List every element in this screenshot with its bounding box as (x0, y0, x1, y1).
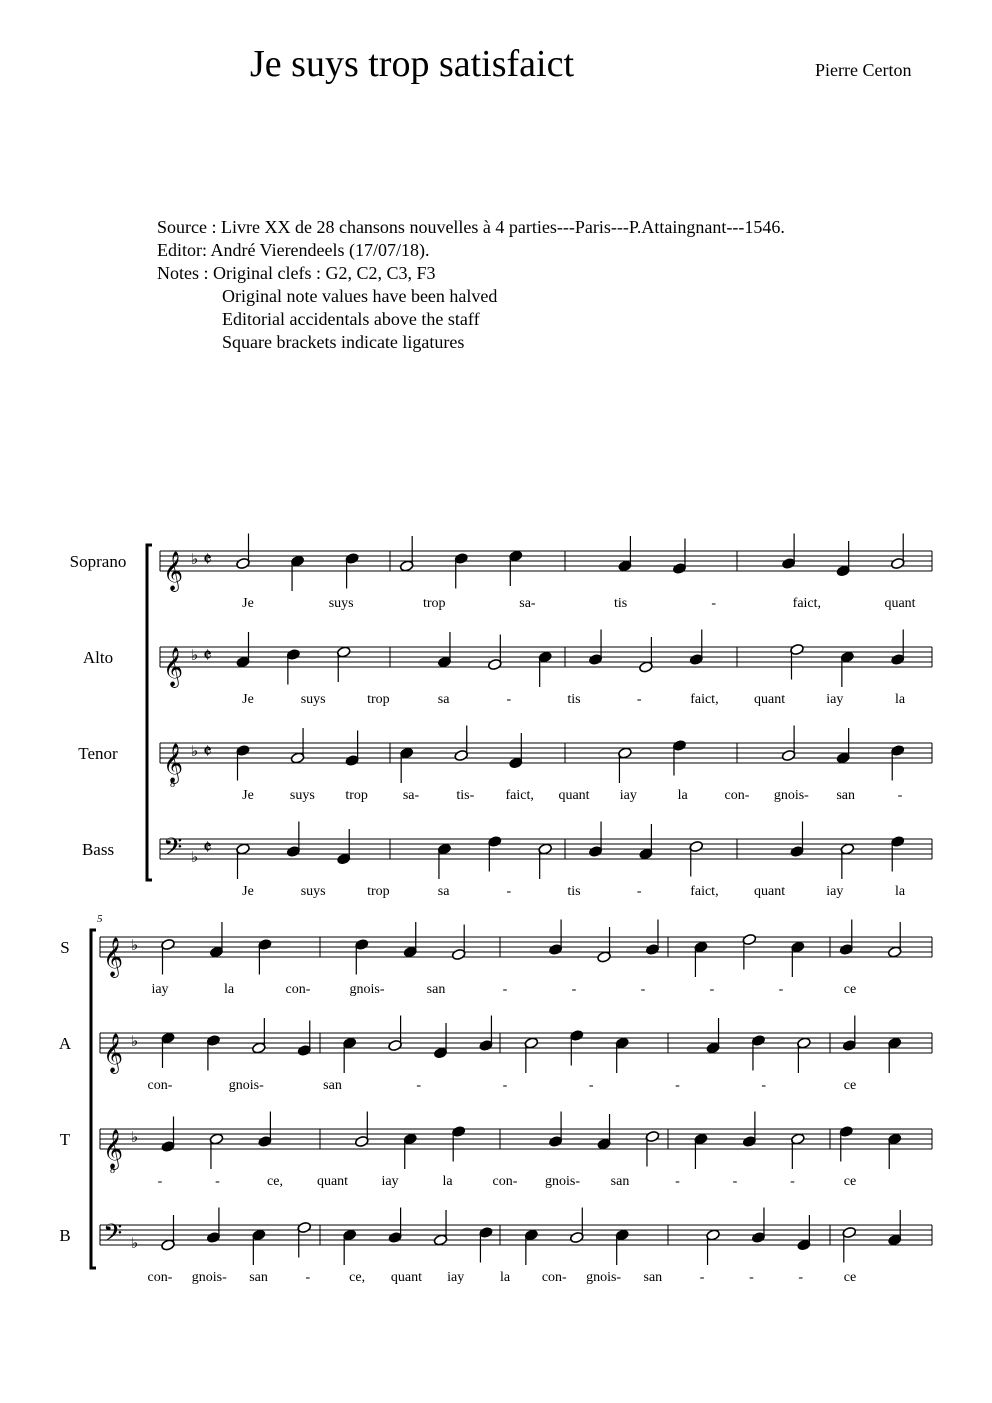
notes-line: Square brackets indicate ligatures (222, 332, 465, 352)
lyric-syllable: con- (147, 1270, 173, 1285)
lyric-syllable: gnois- (228, 1078, 264, 1093)
lyric-syllable: faict, (690, 692, 719, 707)
lyric-syllable: Je (242, 692, 254, 707)
lyric-syllable: ce, (267, 1174, 283, 1189)
lyric-syllable: - (711, 596, 717, 611)
lyric-syllable: - (502, 982, 508, 997)
lyric-syllable: san (249, 1270, 268, 1285)
lyric-syllable: sa- (402, 788, 420, 803)
octave-eight-mark: 8 (170, 779, 175, 790)
flat-icon: ♭ (131, 1034, 139, 1050)
lyric-syllable: suys (300, 884, 326, 899)
bass-clef-icon: 𝄢 (163, 834, 183, 867)
lyric-syllable: con- (724, 788, 750, 803)
lyric-syllable: - (897, 788, 903, 803)
voice-label: Bass (81, 840, 115, 859)
lyric-syllable: - (778, 982, 784, 997)
lyric-syllable: tis (567, 692, 581, 707)
voice-label: Tenor (78, 744, 118, 763)
lyric-syllable: iay (151, 982, 169, 997)
score-system-2 (59, 913, 932, 1285)
lyric-syllable: san (836, 788, 856, 803)
lyric-syllable: iay (826, 692, 844, 707)
lyric-syllable: Je (242, 884, 254, 899)
lyric-syllable: tis- (456, 788, 475, 803)
voice-label: A (58, 1034, 72, 1053)
notes-line: Notes : Original clefs : G2, C2, C3, F3 (157, 263, 436, 283)
lyric-syllable: con- (541, 1270, 567, 1285)
staff-t (60, 1112, 932, 1190)
composer-name: Pierre Certon (815, 60, 912, 80)
lyric-syllable: iay (826, 884, 844, 899)
lyric-syllable: trop (367, 884, 390, 899)
lyric-syllable: con- (492, 1174, 518, 1189)
staff-a (59, 1016, 932, 1094)
lyric-syllable: iay (447, 1270, 465, 1285)
lyric-syllable: - (215, 1174, 220, 1189)
flat-icon: ♭ (131, 1130, 139, 1146)
voice-label: B (59, 1226, 71, 1245)
treble-clef-icon: 𝄞 (163, 553, 184, 590)
piece-title: Je suys trop satisfaict (250, 43, 575, 85)
lyric-syllable: gnois- (773, 788, 809, 803)
lyric-syllable: - (749, 1270, 754, 1285)
lyric-syllable: gnois- (349, 982, 385, 997)
octave-eight-mark: 8 (110, 1165, 115, 1176)
lyric-syllable: - (675, 1174, 680, 1189)
lyric-syllable: - (571, 982, 577, 997)
lyric-syllable: iay (381, 1174, 399, 1189)
lyric-syllable: - (699, 1270, 705, 1285)
lyric-syllable: gnois- (545, 1174, 580, 1189)
treble-clef-icon: 𝄞 (103, 939, 124, 976)
lyric-syllable: con- (285, 982, 311, 997)
lyric-syllable: trop (367, 692, 390, 707)
lyric-syllable: san (426, 982, 446, 997)
cut-time-icon: 𝄵 (203, 549, 212, 571)
lyric-syllable: la (894, 884, 906, 899)
cut-time-icon: 𝄵 (203, 741, 212, 763)
staff-alto (83, 630, 932, 708)
lyric-syllable: sa (437, 692, 450, 707)
lyric-syllable: quant (884, 596, 916, 611)
lyric-syllable: trop (345, 788, 368, 803)
lyric-syllable: - (506, 884, 512, 899)
lyric-syllable: ce (843, 982, 857, 997)
score-system-1 (70, 534, 932, 900)
voice-label: Soprano (69, 552, 127, 571)
lyric-syllable: - (305, 1270, 311, 1285)
lyric-syllable: - (640, 982, 646, 997)
flat-icon: ♭ (131, 1236, 139, 1252)
lyric-syllable: - (636, 692, 642, 707)
system-bracket (91, 930, 96, 1268)
treble-clef-icon: 𝄞 (163, 649, 184, 686)
staff-tenor (78, 726, 932, 804)
bass-clef-icon: 𝄢 (103, 1220, 123, 1253)
staff-soprano (70, 534, 932, 612)
flat-icon: ♭ (191, 552, 199, 568)
voice-label: S (60, 938, 70, 957)
lyric-syllable: quant (754, 884, 786, 899)
lyric-syllable: la (442, 1174, 453, 1189)
lyric-syllable: ce (843, 1270, 857, 1285)
lyric-syllable: iay (619, 788, 637, 803)
lyric-syllable: suys (289, 788, 315, 803)
flat-icon: ♭ (191, 850, 199, 866)
notes-line: Editorial accidentals above the staff (222, 309, 480, 329)
lyric-syllable: - (732, 1174, 738, 1189)
cut-time-icon: 𝄵 (203, 645, 212, 667)
lyric-syllable: san (323, 1078, 342, 1093)
lyric-syllable: - (761, 1078, 767, 1093)
lyric-syllable: - (636, 884, 642, 899)
lyric-syllable: gnois- (191, 1270, 227, 1285)
staff-bass (82, 822, 932, 900)
treble-clef-icon: 𝄞 (103, 1035, 124, 1072)
lyric-syllable: trop (423, 596, 446, 611)
lyric-syllable: suys (300, 692, 326, 707)
editor-line: Editor: André Vierendeels (17/07/18). (157, 240, 430, 260)
flat-icon: ♭ (131, 938, 139, 954)
lyric-syllable: - (416, 1078, 422, 1093)
treble-clef-icon: 𝄞 (103, 1131, 124, 1168)
lyric-syllable: - (502, 1078, 508, 1093)
lyric-syllable: Je (242, 596, 254, 611)
lyric-syllable: - (506, 692, 512, 707)
lyric-syllable: la (223, 982, 235, 997)
lyric-syllable: Je (242, 788, 254, 803)
staff-s (60, 920, 932, 998)
lyric-syllable: quant (316, 1174, 349, 1189)
lyric-syllable: - (709, 982, 715, 997)
lyric-syllable: - (790, 1174, 795, 1189)
lyric-syllable: tis (613, 596, 628, 611)
lyric-syllable: sa- (519, 596, 536, 611)
lyric-syllable: - (675, 1078, 680, 1093)
lyric-syllable: ce (843, 1078, 857, 1093)
lyric-syllable: ce, (349, 1270, 366, 1285)
lyric-syllable: faict, (505, 788, 534, 803)
lyric-syllable: quant (754, 692, 786, 707)
voice-label: Alto (82, 648, 114, 667)
lyric-syllable: ce (843, 1174, 857, 1189)
lyric-syllable: la (677, 788, 688, 803)
lyric-syllable: gnois- (586, 1270, 622, 1285)
lyric-syllable: con- (147, 1078, 173, 1093)
lyric-syllable: - (588, 1078, 594, 1093)
lyric-syllable: quant (390, 1270, 422, 1285)
lyric-syllable: san (643, 1270, 663, 1285)
lyric-syllable: suys (328, 596, 354, 611)
lyric-syllable: san (610, 1174, 630, 1189)
flat-icon: ♭ (191, 744, 199, 760)
voice-label: T (59, 1130, 71, 1149)
lyric-syllable: tis (567, 884, 581, 899)
lyric-syllable: sa (437, 884, 450, 899)
lyric-syllable: la (894, 692, 906, 707)
lyric-syllable: faict, (690, 884, 719, 899)
notes-line: Original note values have been halved (222, 286, 498, 306)
source-line: Source : Livre XX de 28 chansons nouvelles à 4 parties---Paris---P.Attaingnant---1546. (157, 217, 785, 237)
lyric-syllable: faict, (792, 596, 822, 611)
cut-time-icon: 𝄵 (203, 837, 212, 859)
measure-number: 5 (97, 913, 103, 925)
treble-clef-icon: 𝄞 (163, 745, 184, 782)
lyric-syllable: - (798, 1270, 804, 1285)
lyric-syllable: quant (558, 788, 590, 803)
lyric-syllable: la (499, 1270, 511, 1285)
system-bracket (147, 545, 152, 880)
flat-icon: ♭ (191, 648, 199, 664)
lyric-syllable: - (157, 1174, 163, 1189)
staff-b (59, 1208, 932, 1286)
